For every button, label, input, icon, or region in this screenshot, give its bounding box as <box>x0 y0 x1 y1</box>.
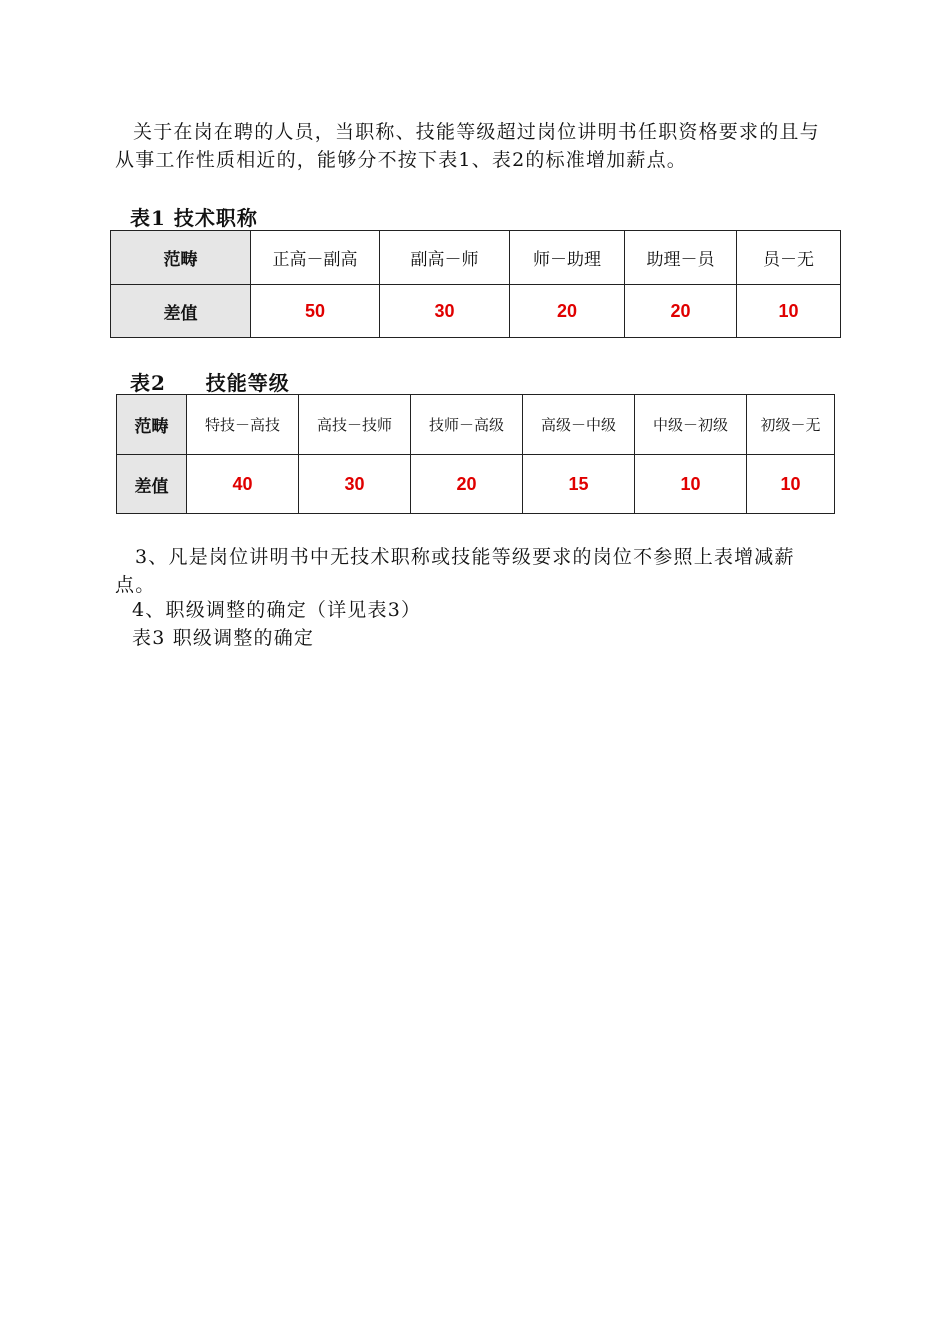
table2-category: 特技－高技 <box>187 395 299 455</box>
table2-value: 40 <box>187 455 299 514</box>
table1-value: 20 <box>625 285 737 338</box>
table2-range-header: 范畴 <box>117 395 187 455</box>
table2-difference-row <box>117 455 835 514</box>
table2-value: 10 <box>747 455 835 514</box>
table2-category: 中级－初级 <box>635 395 747 455</box>
table1-category: 助理－员 <box>625 231 737 285</box>
table2-skill-levels <box>116 394 835 514</box>
table2-category: 高级－中级 <box>523 395 635 455</box>
table2-range-row <box>117 395 835 455</box>
table1-difference-row <box>111 285 841 338</box>
table1-category: 副高－师 <box>380 231 510 285</box>
table1-range-header: 范畴 <box>111 231 251 285</box>
table1-value: 50 <box>251 285 380 338</box>
table2-category: 高技－技师 <box>299 395 411 455</box>
table1-value: 20 <box>510 285 625 338</box>
table1-category: 员－无 <box>737 231 841 285</box>
table2-value: 30 <box>299 455 411 514</box>
table1-category: 师－助理 <box>510 231 625 285</box>
table2-category: 初级－无 <box>747 395 835 455</box>
intro-paragraph: 关于在岗在聘的人员，当职称、技能等级超过岗位讲明书任职资格要求的且与从事工作性质相近的，能够分不按下表1、表2的标准增加薪点。 <box>115 121 820 171</box>
table2-value: 15 <box>523 455 635 514</box>
table1-value: 10 <box>737 285 841 338</box>
table2-value: 20 <box>411 455 523 514</box>
table3-caption: 表3 职级调整的确定 <box>132 627 315 649</box>
paragraph-4: 4、职级调整的确定（详见表3） <box>132 599 422 621</box>
table1-value: 30 <box>380 285 510 338</box>
table1-range-row <box>111 231 841 285</box>
table1-difference-header: 差值 <box>111 285 251 338</box>
paragraph-3: 3、凡是岗位讲明书中无技术职称或技能等级要求的岗位不参照上表增减薪点。 <box>115 546 795 596</box>
table1-technical-titles <box>110 230 841 338</box>
table2-value: 10 <box>635 455 747 514</box>
table2-category: 技师－高级 <box>411 395 523 455</box>
table2-caption: 表2 技能等级 <box>130 371 290 395</box>
table1-category: 正高－副高 <box>251 231 380 285</box>
table1-caption: 表1 技术职称 <box>130 206 258 230</box>
table2-difference-header: 差值 <box>117 455 187 514</box>
